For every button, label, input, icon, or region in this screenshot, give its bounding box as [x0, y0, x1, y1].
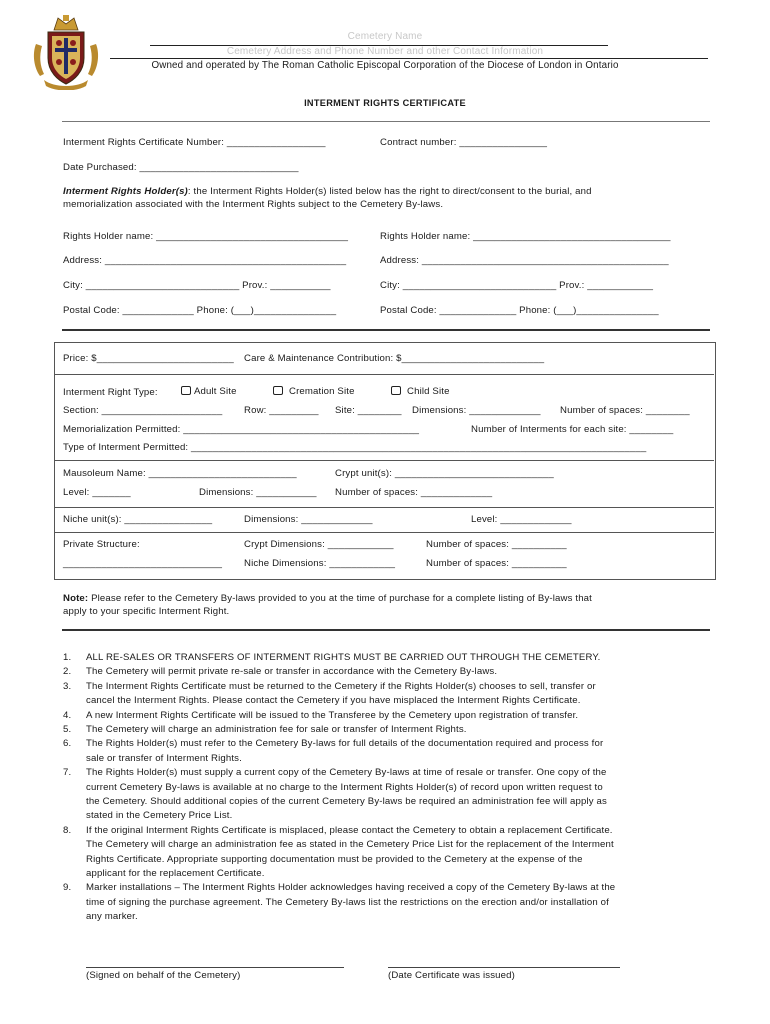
rule-text-line: sale or transfer of Interment Rights. — [86, 752, 242, 764]
rule-text-line: cancel the Interment Rights. Please contact the Cemetery if you have misplaced the Interment Rights Certificate. — [86, 695, 581, 707]
spaces-field[interactable]: Number of spaces: ________ — [560, 405, 690, 416]
rule-text-line: The Rights Holder(s) must refer to the Cemetery By-laws for full details of the documentation required and process for — [86, 738, 604, 750]
rule-number: 6. — [63, 738, 72, 750]
crypt-units-field[interactable]: Crypt unit(s): _____________________________ — [335, 468, 554, 479]
rule-number: 7. — [63, 767, 72, 779]
cemetery-address: Cemetery Address and Phone Number and other Contact Information — [226, 46, 544, 57]
niche-units-field[interactable]: Niche unit(s): ________________ — [63, 514, 213, 525]
holder2-address-field[interactable]: Address: _____________________________________________ — [380, 255, 669, 266]
holders-note-line2: memorialization associated with the Interment Rights subject to the Cemetery By-laws. — [63, 199, 444, 210]
interment-type-label: Interment Right Type: — [63, 387, 158, 398]
niche-dimensions-field[interactable]: Dimensions: _____________ — [244, 514, 373, 525]
note-label: Note: — [63, 593, 89, 604]
adult-site-checkbox[interactable] — [181, 386, 191, 395]
mausoleum-name-field[interactable]: Mausoleum Name: ___________________________ — [63, 468, 297, 479]
holder2-name-field[interactable]: Rights Holder name: ____________________________________ — [380, 231, 671, 242]
cemetery-signature-label: (Signed on behalf of the Cemetery) — [86, 970, 241, 981]
rule-text-line: The Cemetery will charge an administration fee as stated in the Cemetery Price List for the replacement of the Interment — [86, 839, 614, 851]
certificate-number-field[interactable]: Interment Rights Certificate Number: __________________ — [63, 137, 326, 148]
niche-structure-dimensions-field[interactable]: Niche Dimensions: ____________ — [244, 558, 396, 569]
holder1-name-field[interactable]: Rights Holder name: ___________________________________ — [63, 231, 349, 242]
price-field[interactable]: Price: $_________________________ — [63, 353, 234, 364]
rule-text-line: If the original Interment Rights Certificate is misplaced, please contact the Cemetery to obtain a replacement Certificate. — [86, 824, 613, 836]
level-field[interactable]: Level: _______ — [63, 487, 131, 498]
mausoleum-dimensions-field[interactable]: Dimensions: ___________ — [199, 487, 317, 498]
dimensions-field[interactable]: Dimensions: _____________ — [412, 405, 541, 416]
interments-each-site-field[interactable]: Number of Interments for each site: ________ — [471, 424, 674, 435]
header-line-2 — [110, 58, 708, 59]
memorialization-field[interactable]: Memorialization Permitted: ___________________________________________ — [63, 424, 420, 435]
holder2-postal-field[interactable]: Postal Code: ______________ Phone: (___)_______________ — [380, 305, 659, 316]
rule-number: 9. — [63, 882, 72, 894]
crypt-dimensions-field[interactable]: Crypt Dimensions: ____________ — [244, 539, 394, 550]
holders-note-lead: Interment Rights Holder(s) — [63, 186, 188, 197]
crypt-spaces-field[interactable]: Number of spaces: __________ — [426, 539, 567, 550]
mausoleum-spaces-field[interactable]: Number of spaces: _____________ — [335, 487, 493, 498]
child-site-option[interactable] — [391, 386, 450, 397]
cemetery-name: Cemetery Name — [347, 31, 423, 42]
rule-number: 5. — [63, 724, 72, 735]
rule-text-line: The Cemetery will charge an administration fee for sale or transfer of Interment Rights. — [86, 724, 467, 735]
holder1-city-field[interactable]: City: ____________________________ Prov.: ___________ — [63, 280, 331, 291]
rule-text-line: any marker. — [86, 911, 138, 923]
owned-by: Owned and operated by The Roman Catholic Episcopal Corporation of the Diocese of London in Ontario — [151, 60, 619, 71]
rule-text-line: applicant for the replacement Certificate. — [86, 868, 265, 879]
rule-text-line: ALL RE-SALES OR TRANSFERS OF INTERMENT RIGHTS MUST BE CARRIED OUT THROUGH THE CEMETERY. — [86, 652, 601, 663]
holders-rule — [62, 329, 710, 331]
box-divider-2 — [55, 460, 714, 461]
care-maintenance-field[interactable]: Care & Maintenance Contribution: $__________________________ — [244, 353, 545, 364]
child-site-checkbox[interactable] — [391, 386, 401, 395]
title-rule — [62, 121, 710, 122]
rule-text-line: The Interment Rights Certificate must be returned to the Cemetery if the Rights Holder(s) chooses to sell, transfer or — [86, 680, 596, 692]
cremation-site-checkbox[interactable] — [273, 386, 283, 395]
note-line1: Please refer to the Cemetery By-laws provided to you at the time of purchase for a complete listing of By-laws that — [88, 593, 592, 604]
contract-number-field[interactable]: Contract number: ________________ — [380, 137, 548, 148]
holder2-city-field[interactable]: City: ____________________________ Prov.: ____________ — [380, 280, 654, 291]
type-permitted-field[interactable]: Type of Interment Permitted: ___________________________________________________________________________________ — [63, 442, 647, 453]
date-issued-line[interactable] — [388, 967, 620, 968]
holders-note — [63, 186, 592, 197]
cremation-site-label: Cremation Site — [289, 386, 355, 397]
holder1-address-field[interactable]: Address: ____________________________________________ — [63, 255, 347, 266]
rule-text-line: A new Interment Rights Certificate will be issued to the Transferee by the Cemetery upon registration of transfer. — [86, 709, 579, 721]
rule-text-line: Marker installations – The Interment Rights Holder acknowledges having received a copy of the Cemetery By-laws at the — [86, 882, 616, 894]
bylaws-note — [63, 593, 592, 604]
rule-number: 4. — [63, 709, 72, 721]
rule-number: 1. — [63, 652, 72, 663]
date-issued-label: (Date Certificate was issued) — [388, 970, 515, 981]
box-divider-1 — [55, 374, 714, 375]
holders-note-line1: : the Interment Rights Holder(s) listed below has the right to direct/consent to the burial, and — [187, 186, 592, 197]
rule-text-line: The Rights Holder(s) must supply a current copy of the Cemetery By-laws at time of resale or transfer. One copy of the — [86, 767, 607, 779]
private-structure-label: Private Structure: — [63, 539, 140, 550]
rule-text-line: time of signing the purchase agreement. The Cemetery By-laws list the restrictions on the erection and/or installation of — [86, 896, 609, 908]
rule-text-line: the Cemetery. Should additional copies of the current Cemetery By-laws be required an administration fee will apply as — [86, 796, 607, 807]
section-field[interactable]: Section: ______________________ — [63, 405, 223, 416]
rule-text-line: current Cemetery By-laws is available at no charge to the Interment Rights Holder(s) of record upon written request to — [86, 781, 603, 793]
rule-text-line: The Cemetery will permit private re-sale or transfer in accordance with the Cemetery By-laws. — [86, 666, 498, 678]
cremation-site-option[interactable] — [273, 386, 355, 397]
niche-level-field[interactable]: Level: _____________ — [471, 514, 572, 525]
box-divider-4 — [55, 532, 714, 533]
rule-number: 3. — [63, 680, 72, 692]
adult-site-option[interactable] — [181, 386, 237, 397]
box-divider-3 — [55, 507, 714, 508]
row-field[interactable]: Row: _________ — [244, 405, 319, 416]
niche-structure-spaces-field[interactable]: Number of spaces: __________ — [426, 558, 567, 569]
rule-text-line: Rights Certificate. Appropriate supporting documentation must be provided to the Cemetery at the expense of the — [86, 853, 583, 865]
date-purchased-field[interactable]: Date Purchased: _____________________________ — [63, 162, 299, 173]
rule-text-line: stated in the Cemetery Price List. — [86, 810, 233, 822]
site-field[interactable]: Site: ________ — [335, 405, 402, 416]
rule-number: 8. — [63, 824, 72, 836]
child-site-label: Child Site — [407, 386, 450, 397]
private-structure-field[interactable]: _____________________________ — [63, 558, 223, 569]
cemetery-signature-line[interactable] — [86, 967, 344, 968]
note-rule — [62, 629, 710, 631]
adult-site-label: Adult Site — [194, 386, 237, 397]
page-title: INTERMENT RIGHTS CERTIFICATE — [304, 98, 466, 108]
note-line2: apply to your specific Interment Right. — [63, 606, 230, 617]
rule-number: 2. — [63, 666, 72, 678]
holder1-postal-field[interactable]: Postal Code: _____________ Phone: (___)_______________ — [63, 305, 337, 316]
